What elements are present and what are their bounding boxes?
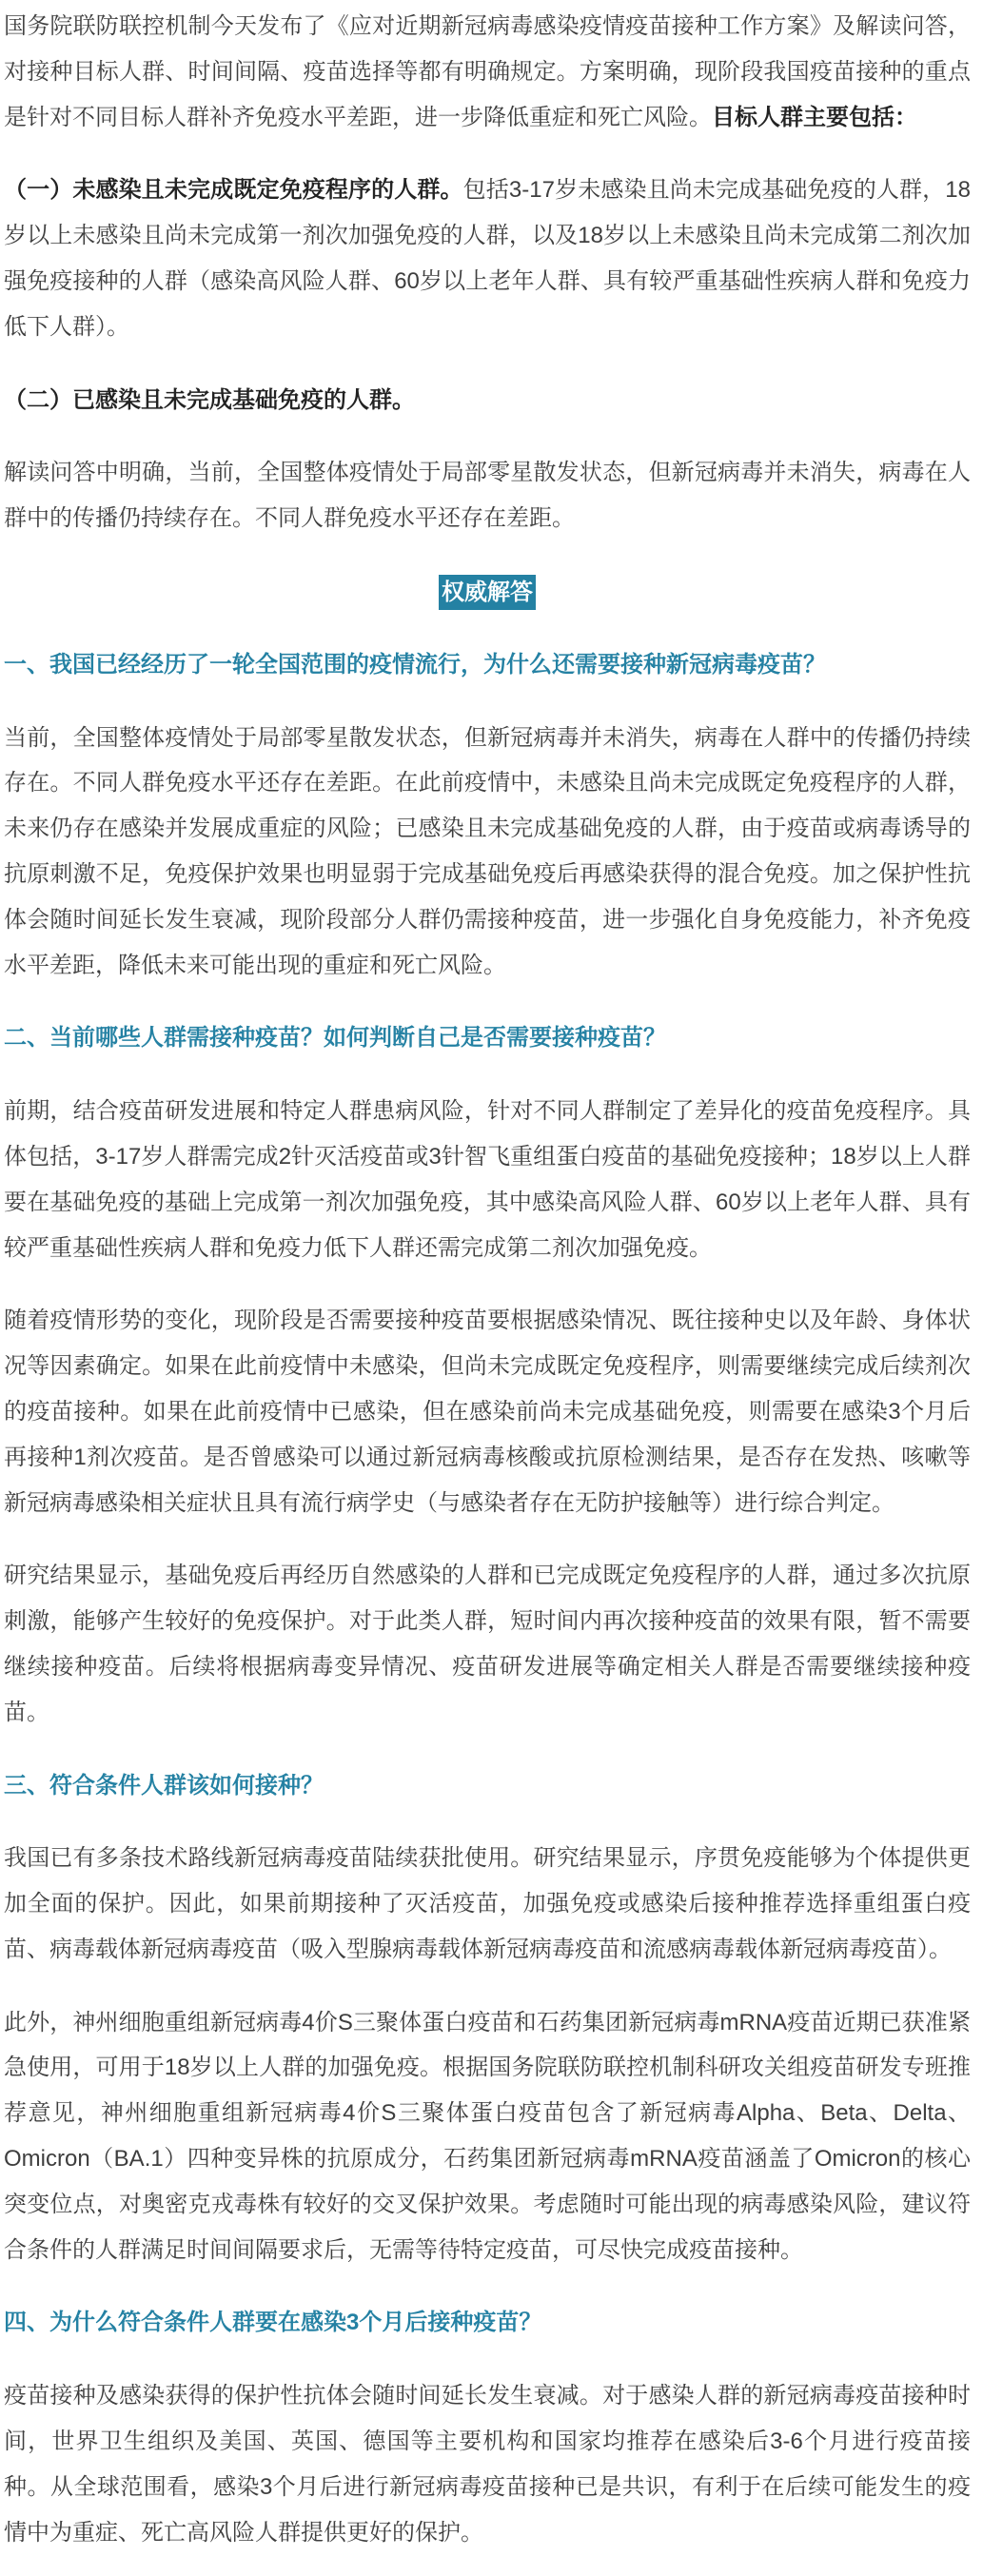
target-group-1-detail: 包括3-17岁未感染且尚未完成基础免疫的人群，18岁以上未感染且尚未完成第一剂次加强免疫的人群，以及18岁以上未感染且尚未完成第二剂次加强免疫接种的人群（感染高风险人群、60岁以上老年人群、具有较严重基础性疾病人群和免疫力低下人群）。 (4, 177, 972, 340)
answer-3-paragraph-1: 我国已有多条技术路线新冠病毒疫苗陆续获批使用。研究结果显示，序贯免疫能够为个体提供更加全面的保护。因此，如果前期接种了灭活疫苗，加强免疫或感染后接种推荐选择重组蛋白疫苗、病毒载体新冠病毒疫苗（吸入型腺病毒载体新冠病毒疫苗和流感病毒载体新冠病毒疫苗）。 (4, 1845, 971, 1962)
section-heading (4, 569, 971, 615)
target-group-1 (4, 167, 971, 349)
question-4-heading: 四、为什么符合条件人群要在感染3个月后接种疫苗？ (4, 2310, 542, 2336)
answer-2-paragraph-3: 研究结果显示，基础免疫后再经历自然感染的人群和已完成既定免疫程序的人群，通过多次抗原刺激，能够产生较好的免疫保护。对于此类人群，短时间内再次接种疫苗的效果有限，暂不需要继续接种疫苗。后续将根据病毒变异情况、疫苗研发进展等确定相关人群是否需要继续接种疫苗。 (4, 1563, 971, 1725)
target-group-1-label: （一）未感染且未完成既定免疫程序的人群。 (4, 177, 463, 204)
answer-1-paragraph-1: 当前，全国整体疫情处于局部零星散发状态，但新冠病毒并未消失，病毒在人群中的传播仍持续存在。不同人群免疫水平还存在差距。在此前疫情中，未感染且尚未完成既定免疫程序的人群，未来仍存在感染并发展成重症的风险；已感染且未完成基础免疫的人群，由于疫苗或病毒诱导的抗原刺激不足，免疫保护效果也明显弱于完成基础免疫后再感染获得的混合免疫。加之保护性抗体会随时间延长发生衰减，现阶段部分人群仍需接种疫苗，进一步强化自身免疫能力，补齐免疫水平差距，降低未来可能出现的重症和死亡风险。 (4, 724, 971, 978)
question-3-heading: 三、符合条件人群该如何接种？ (4, 1772, 324, 1799)
answer-2-paragraph-1: 前期，结合疫苗研发进展和特定人群患病风险，针对不同人群制定了差异化的疫苗免疫程序。具体包括，3-17岁人群需完成2针灭活疫苗或3针智飞重组蛋白疫苗的基础免疫接种；18岁以上人群要在基础免疫的基础上完成第一剂次加强免疫，其中感染高风险人群、60岁以上老年人群、具有较严重基础性疾病人群和免疫力低下人群还需完成第二剂次加强免疫。 (4, 1098, 971, 1261)
intro-bold-lead: 目标人群主要包括： (712, 104, 917, 130)
answer-2-paragraph-2: 随着疫情形势的变化，现阶段是否需要接种疫苗要根据感染情况、既往接种史以及年龄、身体状况等因素确定。如果在此前疫情中未感染，但尚未完成既定免疫程序，则需要继续完成后续剂次的疫苗接种。如果在此前疫情中已感染，但在感染前尚未完成基础免疫，则需要在感染3个月后再接种1剂次疫苗。是否曾感染可以通过新冠病毒核酸或抗原检测结果，是否存在发热、咳嗽等新冠病毒感染相关症状且具有流行病学史（与感染者存在无防护接触等）进行综合判定。 (4, 1308, 971, 1516)
answer-3-paragraph-2: 此外，神州细胞重组新冠病毒4价S三聚体蛋白疫苗和石药集团新冠病毒mRNA疫苗近期已获准紧急使用，可用于18岁以上人群的加强免疫。根据国务院联防联控机制科研攻关组疫苗研发专班推荐意见，神州细胞重组新冠病毒4价S三聚体蛋白疫苗包含了新冠病毒Alpha、Beta、Delta、Omicron（BA.1）四种变异株的抗原成分，石药集团新冠病毒mRNA疫苗涵盖了Omicron的核心突变位点，对奥密克戎毒株有较好的交叉保护效果。考虑随时可能出现的病毒感染风险，建议符合条件的人群满足时间间隔要求后，无需等待特定疫苗，可尽快完成疫苗接种。 (4, 2009, 971, 2263)
question-2-heading: 二、当前哪些人群需接种疫苗？如何判断自己是否需要接种疫苗？ (4, 1025, 666, 1052)
question-1-heading: 一、我国已经经历了一轮全国范围的疫情流行，为什么还需要接种新冠病毒疫苗？ (4, 651, 826, 678)
intro-paragraph (4, 4, 971, 140)
target-group-2-label: （二）已感染且未完成基础免疫的人群。 (4, 386, 415, 413)
section-badge: 权威解答 (439, 575, 536, 610)
target-group-2 (4, 378, 971, 423)
answer-4-paragraph-1: 疫苗接种及感染获得的保护性抗体会随时间延长发生衰减。对于感染人群的新冠病毒疫苗接种时间，世界卫生组织及美国、英国、德国等主要机构和国家均推荐在感染后3-6个月进行疫苗接种。从全球范围看，感染3个月后进行新冠病毒疫苗接种已是共识，有利于在后续可能发生的疫情中为重症、死亡高风险人群提供更好的保护。 (4, 2383, 971, 2546)
interpretation-paragraph: 解读问答中明确，当前，全国整体疫情处于局部零星散发状态，但新冠病毒并未消失，病毒在人群中的传播仍持续存在。不同人群免疫水平还存在差距。 (4, 460, 971, 532)
intro-text: 国务院联防联控机制今天发布了《应对近期新冠病毒感染疫情疫苗接种工作方案》及解读问答，对接种目标人群、时间间隔、疫苗选择等都有明确规定。方案明确，现阶段我国疫苗接种的重点是针对不同目标人群补齐免疫水平差距，进一步降低重症和死亡风险。 (4, 13, 971, 130)
